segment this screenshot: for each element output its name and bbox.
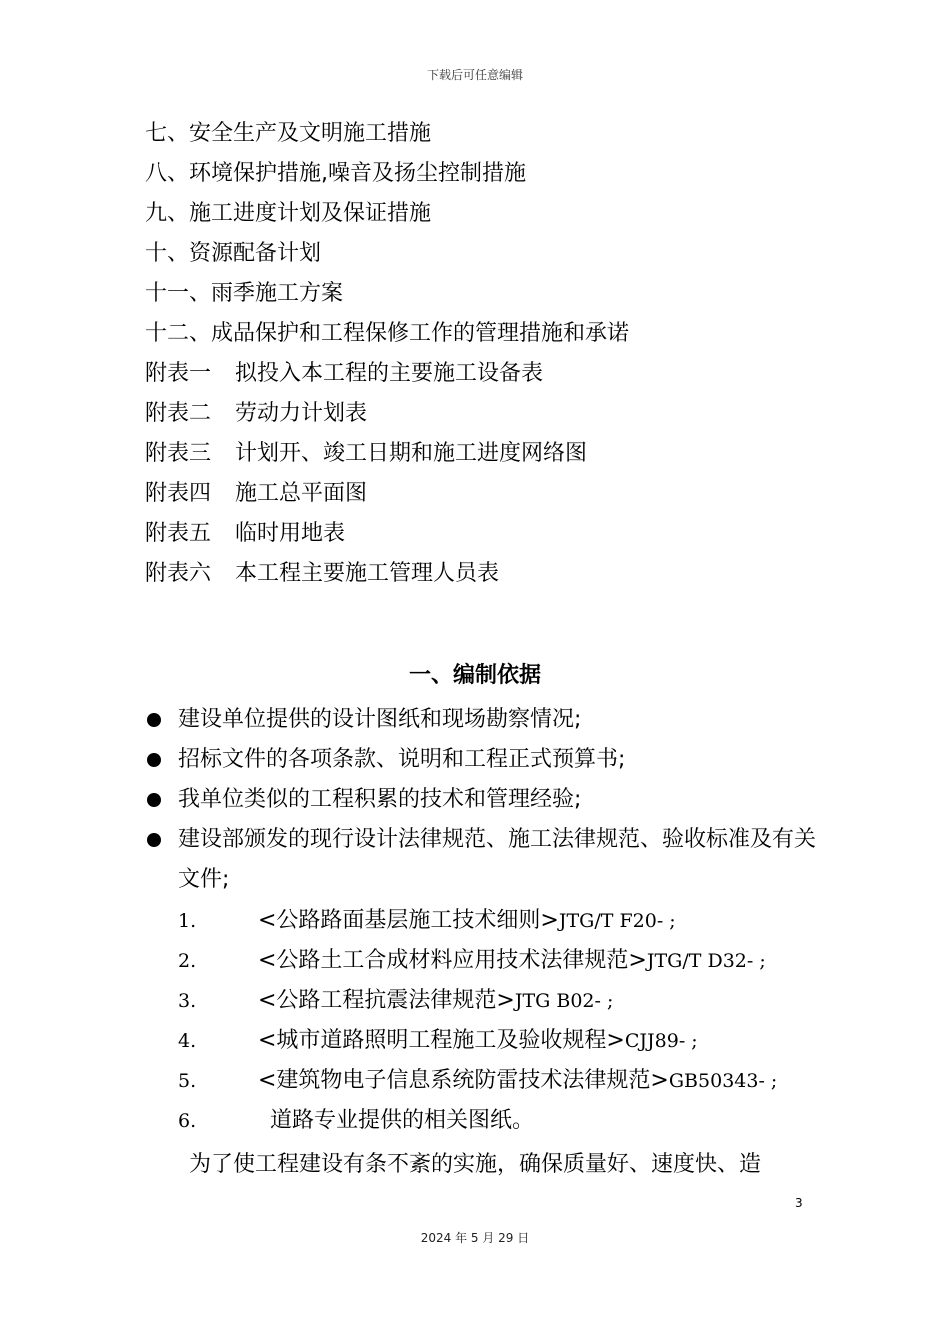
list-item: 建设部颁发的现行设计法律规范、施工法律规范、验收标准及有关文件; [145, 820, 825, 900]
page-footer-date: 2024 年 5 月 29 日 [420, 1231, 530, 1245]
toc-appendix-item: 附表三 计划开、竣工日期和施工进度网络图 [145, 441, 588, 466]
section-title: 一、编制依据 [408, 663, 541, 688]
bullet-icon [147, 793, 161, 807]
bullet-icon [147, 833, 161, 847]
toc-appendix-item: 附表六 本工程主要施工管理人员表 [145, 561, 500, 586]
bullet-icon [147, 713, 161, 727]
toc-appendix-item: 附表四 施工总平面图 [145, 481, 368, 506]
list-item: 我单位类似的工程积累的技术和管理经验; [145, 780, 825, 820]
toc-item: 七、安全生产及文明施工措施 [145, 121, 432, 146]
toc-appendix-item: 附表二 劳动力计划表 [145, 401, 368, 426]
table-of-contents [145, 116, 845, 596]
toc-appendix-item: 附表一 拟投入本工程的主要施工设备表 [145, 361, 544, 386]
page-header: 下载后可任意编辑 [426, 68, 523, 82]
bullet-icon [147, 753, 161, 767]
standard-item: 6. 道路专业提供的相关图纸。 [178, 1108, 535, 1133]
standard-item: 5. <建筑物电子信息系统防雷技术法律规范>GB50343- ; [178, 1068, 778, 1093]
toc-item: 十一、雨季施工方案 [145, 281, 344, 306]
standard-item: 4. <城市道路照明工程施工及验收规程>CJJ89- ; [178, 1028, 698, 1053]
list-item: 建设单位提供的设计图纸和现场勘察情况; [145, 700, 825, 740]
toc-item: 八、环境保护措施,噪音及扬尘控制措施 [145, 161, 526, 186]
standard-item: 2. <公路土工合成材料应用技术法律规范>JTG/T D32- ; [178, 948, 766, 973]
list-item: 招标文件的各项条款、说明和工程正式预算书; [145, 740, 825, 780]
standards-list [178, 902, 828, 1142]
toc-appendix-item: 附表五 临时用地表 [145, 521, 346, 546]
basis-bullet-list [145, 700, 825, 900]
toc-item: 九、施工进度计划及保证措施 [145, 201, 432, 226]
toc-item: 十二、成品保护和工程保修工作的管理措施和承诺 [145, 321, 630, 346]
standard-item: 3. <公路工程抗震法律规范>JTG B02- ; [178, 988, 614, 1013]
toc-item: 十、资源配备计划 [145, 241, 322, 266]
standard-item: 1. <公路路面基层施工技术细则>JTG/T F20- ; [178, 908, 676, 933]
body-paragraph: 为了使工程建设有条不紊的实施，确保质量好、速度快、造 [189, 1152, 762, 1177]
page-number: 3 [795, 1196, 803, 1210]
